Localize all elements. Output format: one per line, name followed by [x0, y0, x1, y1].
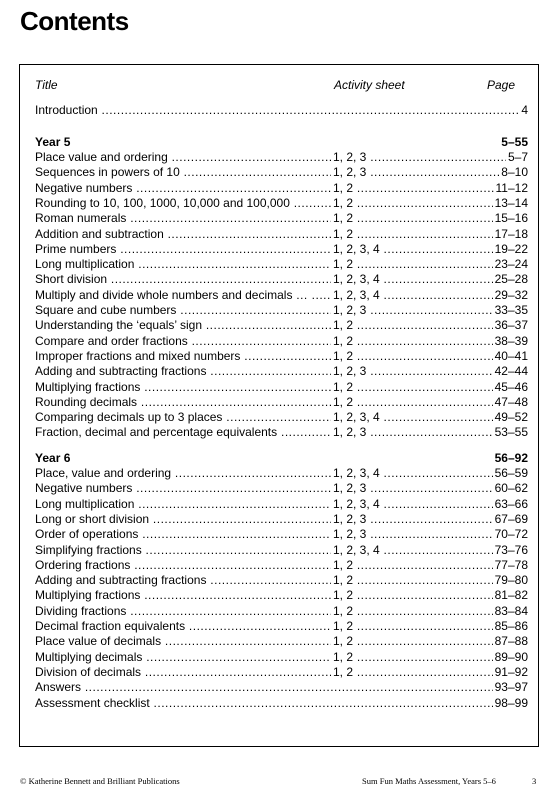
year6-row — [35, 558, 528, 573]
year5-row — [35, 181, 528, 196]
entry-title: Multiplying decimals ..... — [35, 650, 331, 665]
entry-sheets: 1, 2, 3 ..... — [333, 481, 509, 496]
year6-row — [35, 634, 528, 649]
footer-page-number: 3 — [532, 776, 537, 786]
year6-row — [35, 527, 528, 542]
year5-row — [35, 242, 528, 257]
entry-pages: 11–12 — [495, 180, 528, 195]
entry-title: Addition and subtraction ..... — [35, 227, 331, 242]
entry-sheets: 1, 2 ..... — [333, 334, 509, 349]
entry-title: Understanding the ‘equals’ sign ..... — [35, 318, 331, 333]
title-column-header: Title — [35, 78, 58, 92]
entry-sheets: 1, 2, 3 ..... — [333, 527, 509, 542]
entry-sheets: 1, 2 ..... — [333, 650, 509, 665]
year6-row — [35, 619, 528, 634]
entry-pages: 33–35 — [494, 303, 528, 317]
entry-title: Multiplying fractions ..... — [35, 588, 331, 603]
entry-pages: 47–48 — [494, 394, 528, 409]
entry-title: Place value and ordering ..... — [35, 150, 331, 165]
entry-sheets: 1, 2, 3 ..... — [333, 303, 509, 318]
entry-sheets: 1, 2 ..... — [333, 227, 509, 242]
year5-row — [35, 380, 528, 395]
entry-title: Comparing decimals up to 3 places ..... — [35, 410, 331, 425]
tail-row — [35, 680, 528, 695]
entry-sheets: 1, 2, 3 ..... — [333, 165, 509, 180]
entry-title: Adding and subtracting fractions ..... — [35, 364, 331, 379]
entry-pages: 70–72 — [494, 527, 528, 542]
entry-pages: 42–44 — [494, 364, 528, 379]
entry-title: Decimal fraction equivalents ..... — [35, 619, 331, 634]
section-page-range: 5–55 — [501, 135, 528, 149]
tail-row — [35, 696, 528, 711]
entry-sheets: 1, 2, 3, 4 ..... — [333, 410, 509, 425]
entry-title: Rounding to 10, 100, 1000, 10,000 and 100,000 ..... — [35, 196, 331, 211]
entry-title: Prime numbers ..... — [35, 242, 331, 257]
entry-title: Improper fractions and mixed numbers ..... — [35, 349, 331, 364]
contents-table — [19, 64, 539, 747]
entry-title: Long multiplication ..... — [35, 257, 331, 272]
entry-title: Short division ..... — [35, 272, 331, 287]
entry-pages: 5–7 — [507, 150, 528, 164]
entry-title: Fraction, decimal and percentage equivalents ..... — [35, 425, 331, 440]
entry-sheets: 1, 2, 3, 4 ..... — [333, 242, 509, 257]
year5-row — [35, 364, 528, 379]
entry-pages: 60–62 — [494, 481, 528, 496]
entry-title: Multiply and divide whole numbers and decimals … ..... — [35, 288, 331, 303]
entry-title: Compare and order fractions ..... — [35, 334, 331, 349]
entry-title: Multiplying fractions ..... — [35, 380, 331, 395]
entry-pages: 77–78 — [494, 557, 528, 572]
entry-sheets: 1, 2 ..... — [333, 380, 509, 395]
year5-row — [35, 395, 528, 410]
entry-sheets: 1, 2 ..... — [333, 196, 509, 211]
entry-title: Dividing fractions ..... — [35, 604, 331, 619]
entry-sheets: 1, 2, 3, 4 ..... — [333, 466, 509, 481]
year6-row — [35, 665, 528, 680]
entry-title: Division of decimals ..... — [35, 665, 331, 680]
section-heading: Year 5 — [35, 135, 71, 149]
entry-sheets: 1, 2, 3 ..... — [333, 150, 509, 165]
entry-pages: 29–32 — [494, 287, 528, 302]
entry-sheets: 1, 2 ..... — [333, 588, 509, 603]
entry-pages: 25–28 — [494, 272, 528, 287]
year5-heading — [35, 135, 528, 150]
activity-column-header: Activity sheet — [334, 78, 405, 92]
entry-pages: 73–76 — [494, 542, 528, 557]
entry-sheets: 1, 2 ..... — [333, 349, 509, 364]
entry-pages: 40–41 — [494, 348, 528, 363]
entry-sheets: 1, 2, 3 ..... — [333, 425, 509, 440]
year5-row — [35, 334, 528, 349]
entry-title: Ordering fractions ..... — [35, 558, 331, 573]
entry-pages: 17–18 — [494, 226, 528, 241]
entry-sheets: 1, 2, 3, 4 ..... — [333, 497, 509, 512]
year5-row — [35, 150, 528, 165]
entry-title: Negative numbers ..... — [35, 481, 331, 496]
entry-pages: 91–92 — [494, 664, 528, 679]
year5-row — [35, 196, 528, 211]
entry-sheets: 1, 2, 3 ..... — [333, 364, 509, 379]
entry-title: Order of operations ..... — [35, 527, 331, 542]
entry-sheets: 1, 2 ..... — [333, 619, 509, 634]
entry-pages: 15–16 — [494, 211, 528, 226]
page-column-header: Page — [487, 78, 516, 92]
section-page-range: 56–92 — [494, 451, 528, 465]
entry-pages: 13–14 — [494, 195, 528, 210]
year6-row — [35, 466, 528, 481]
year5-row — [35, 425, 528, 440]
entry-title: Simplifying fractions ..... — [35, 543, 331, 558]
footer-book-title: Sum Fun Maths Assessment, Years 5–6 — [362, 776, 496, 786]
entry-pages: 38–39 — [494, 333, 528, 348]
entry-sheets: 1, 2, 3, 4 ..... — [333, 288, 509, 303]
entry-pages: 8–10 — [501, 165, 528, 180]
entry-pages: 67–69 — [494, 511, 528, 526]
entry-pages: 53–55 — [494, 425, 528, 440]
year5-row — [35, 303, 528, 318]
entry-title: Long multiplication ..... — [35, 497, 331, 512]
entry-title: Sequences in powers of 10 ..... — [35, 165, 331, 180]
year5-row — [35, 257, 528, 272]
page-title: Contents — [20, 6, 129, 36]
entry-sheets: 1, 2 ..... — [333, 211, 509, 226]
year6-row — [35, 543, 528, 558]
entry-pages: 93–97 — [494, 680, 528, 695]
entry-sheets: 1, 2 ..... — [333, 318, 509, 333]
entry-sheets: 1, 2, 3, 4 ..... — [333, 272, 509, 287]
entry-title: Introduction ..... — [35, 103, 528, 118]
entry-title: Roman numerals ..... — [35, 211, 331, 226]
entry-title: Square and cube numbers ..... — [35, 303, 331, 318]
year5-row — [35, 410, 528, 425]
entry-pages: 63–66 — [494, 496, 528, 511]
entry-title: Long or short division ..... — [35, 512, 331, 527]
entry-sheets: 1, 2 ..... — [333, 181, 509, 196]
footer-copyright: © Katherine Bennett and Brilliant Publications — [20, 776, 180, 786]
year5-row — [35, 272, 528, 287]
year5-row — [35, 227, 528, 242]
year6-row — [35, 604, 528, 619]
entry-pages: 49–52 — [494, 410, 528, 425]
entry-pages: 19–22 — [494, 241, 528, 256]
entry-title: Answers ..... — [35, 680, 528, 695]
entry-title: Negative numbers ..... — [35, 181, 331, 196]
intro-row — [35, 103, 528, 118]
year5-row — [35, 165, 528, 180]
entry-title: Place value of decimals ..... — [35, 634, 331, 649]
year5-row — [35, 318, 528, 333]
entry-sheets: 1, 2 ..... — [333, 634, 509, 649]
entry-pages: 98–99 — [494, 695, 528, 710]
entry-title: Assessment checklist ..... — [35, 696, 528, 711]
entry-pages: 81–82 — [494, 588, 528, 603]
entry-pages: 85–86 — [494, 619, 528, 633]
entry-pages: 79–80 — [494, 573, 528, 588]
section-heading: Year 6 — [35, 451, 71, 465]
entry-pages: 4 — [521, 103, 528, 117]
year5-row — [35, 288, 528, 303]
entry-title: Adding and subtracting fractions ..... — [35, 573, 331, 588]
entry-sheets: 1, 2 ..... — [333, 665, 509, 680]
entry-sheets: 1, 2 ..... — [333, 573, 509, 588]
entry-sheets: 1, 2 ..... — [333, 395, 509, 410]
year6-row — [35, 588, 528, 603]
entry-pages: 83–84 — [494, 603, 528, 618]
entry-pages: 36–37 — [494, 318, 528, 333]
entry-pages: 56–59 — [494, 466, 528, 480]
entry-sheets: 1, 2, 3, 4 ..... — [333, 543, 509, 558]
entry-sheets: 1, 2, 3 ..... — [333, 512, 509, 527]
year6-row — [35, 650, 528, 665]
year6-heading — [35, 451, 528, 466]
year5-row — [35, 211, 528, 226]
entry-pages: 45–46 — [494, 379, 528, 394]
entry-pages: 87–88 — [494, 634, 528, 649]
entry-pages: 89–90 — [494, 649, 528, 664]
entry-sheets: 1, 2 ..... — [333, 604, 509, 619]
entry-title: Place, value and ordering ..... — [35, 466, 331, 481]
entry-pages: 23–24 — [494, 257, 528, 272]
entry-sheets: 1, 2 ..... — [333, 257, 509, 272]
entry-sheets: 1, 2 ..... — [333, 558, 509, 573]
entry-title: Rounding decimals ..... — [35, 395, 331, 410]
year6-row — [35, 573, 528, 588]
year5-row — [35, 349, 528, 364]
year6-row — [35, 497, 528, 512]
year6-row — [35, 512, 528, 527]
year6-row — [35, 481, 528, 496]
